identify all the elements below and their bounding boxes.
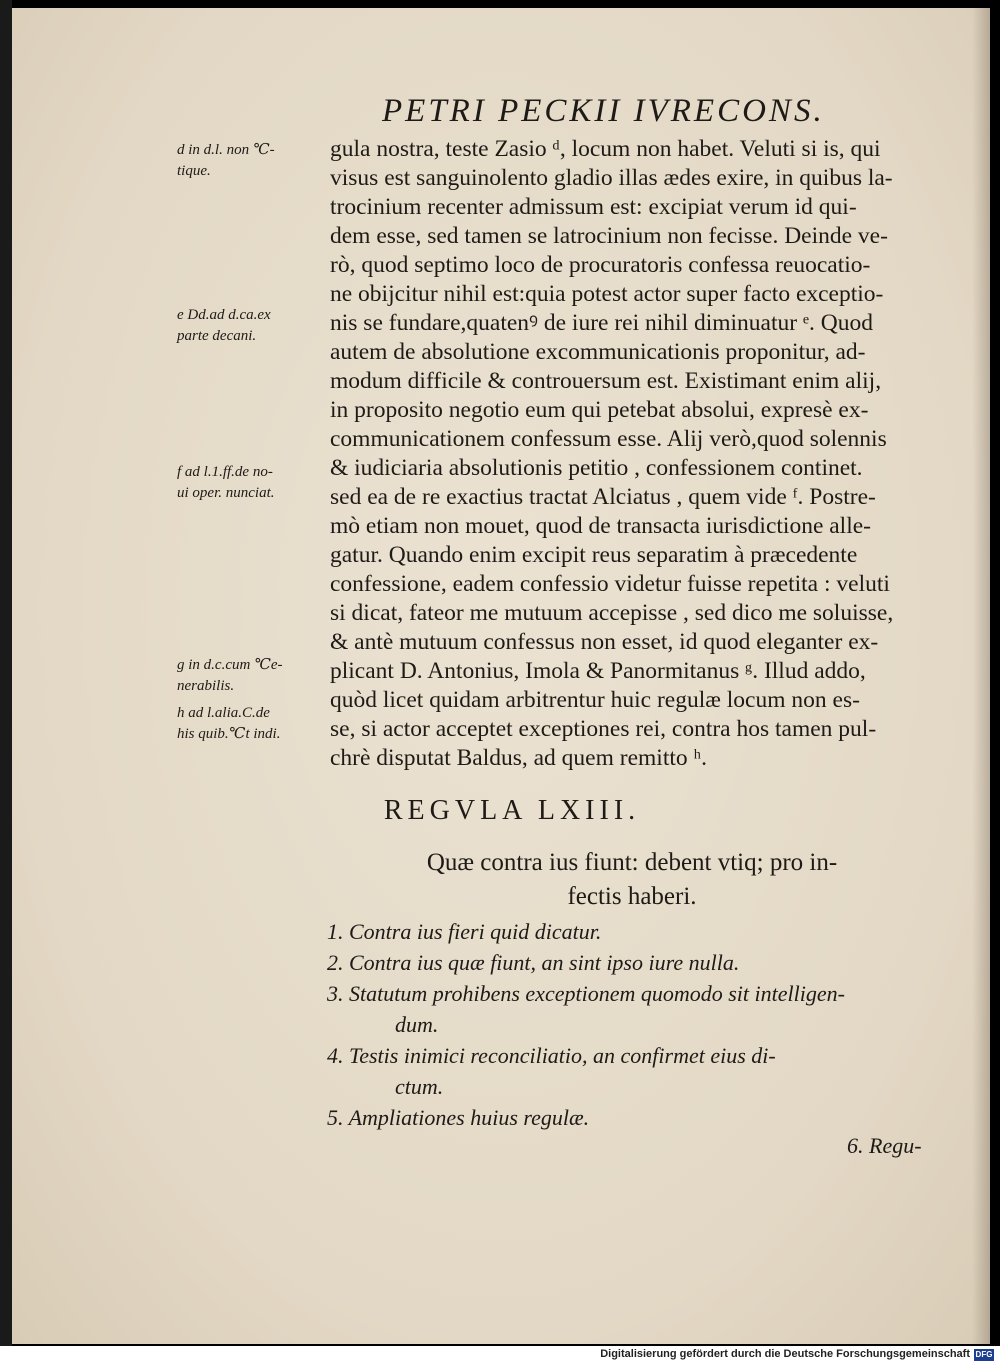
body-line: chrè disputat Baldus, ad quem remitto ʰ.	[330, 745, 707, 771]
margin-note-line: parte decani.	[177, 328, 257, 344]
body-paragraph	[330, 135, 940, 773]
running-head: PETRI PECKII IVRECONS.	[382, 93, 825, 129]
margin-note-e	[177, 305, 337, 347]
body-line: in proposito negotio eum qui petebat absolui, expresè ex-	[330, 397, 869, 423]
body-line: mò etiam non mouet, quod de transacta iurisdictione alle-	[330, 513, 871, 539]
body-line: gula nostra, teste Zasio ᵈ, locum non habet. Veluti si is, qui	[330, 136, 881, 162]
body-line: modum difficile & controuersum est. Existimant enim alij,	[330, 368, 882, 394]
margin-note-h	[177, 703, 337, 745]
margin-note-line: his quib.℃t indi.	[177, 726, 281, 742]
footer-credit: Digitalisierung gefördert durch die Deutsche Forschungsgemeinschaft	[600, 1348, 970, 1360]
margin-note-line: f ad l.1.ff.de no-	[177, 464, 273, 480]
body-line: & antè mutuum confessus non esset, id quod eleganter ex-	[330, 629, 879, 655]
summary-item-continuation: ctum.	[395, 1074, 444, 1099]
catchword: 6. Regu-	[847, 1133, 922, 1158]
body-line: plicant D. Antonius, Imola & Panormitanus ᵍ. Illud addo,	[330, 658, 866, 684]
body-line: gatur. Quando enim excipit reus separatim à præcedente	[330, 542, 858, 568]
margin-note-line: d in d.l. non ℃-	[177, 142, 275, 158]
summary-item-continuation: dum.	[395, 1012, 439, 1037]
body-line: trocinium recenter admissum est: excipiat verum id qui-	[330, 194, 857, 220]
section-heading: REGVLA LXIII.	[383, 795, 641, 826]
margin-note-line: tique.	[177, 163, 211, 179]
summary-item: 1. Contra ius fieri quid dicatur.	[327, 919, 602, 944]
body-line: quòd licet quidam arbitrentur huic regulæ locum non es-	[330, 687, 860, 713]
margin-note-line: h ad l.alia.C.de	[177, 705, 270, 721]
margin-note-line: nerabilis.	[177, 678, 235, 694]
margin-note-d	[177, 140, 337, 182]
margin-note-g	[177, 655, 337, 697]
margin-note-line: e Dd.ad d.ca.ex	[177, 307, 271, 323]
dfg-logo: DFG	[975, 1350, 993, 1359]
margin-note-f	[177, 462, 337, 504]
body-line: sed ea de re exactius tractat Alciatus , quem vide ᶠ. Postre-	[330, 484, 876, 510]
body-line: si dicat, fateor me mutuum accepisse , sed dico me soluisse,	[330, 600, 894, 626]
body-line: ne obijcitur nihil est:quia potest actor super facto exceptio-	[330, 281, 884, 307]
rule-line: fectis haberi.	[567, 883, 697, 910]
book-page	[12, 8, 990, 1344]
body-line: nis se fundare,quatenꝰ de iure rei nihil diminuatur ᵉ. Quod	[330, 310, 873, 336]
body-line: communicationem confessum esse. Alij verò,quod solennis	[330, 426, 887, 452]
margin-note-line: g in d.c.cum ℃e-	[177, 657, 283, 673]
summary-list	[327, 916, 947, 1133]
summary-item: 4. Testis inimici reconciliatio, an confirmet eius di-	[327, 1043, 776, 1068]
rule-statement	[352, 846, 912, 914]
rule-line: Quæ contra ius fiunt: debent vtiq; pro in-	[426, 849, 838, 876]
summary-item: 5. Ampliationes huius regulæ.	[327, 1105, 590, 1130]
summary-item: 3. Statutum prohibens exceptionem quomodo sit intelligen-	[327, 981, 845, 1006]
margin-note-line: ui oper. nunciat.	[177, 485, 275, 501]
digitization-footer	[0, 1346, 1000, 1365]
body-line: autem de absolutione excommunicationis proponitur, ad-	[330, 339, 866, 365]
body-line: visus est sanguinolento gladio illas ædes exire, in quibus la-	[330, 165, 893, 191]
body-line: se, si actor acceptet exceptiones rei, contra hos tamen pul-	[330, 716, 877, 742]
scan-edge	[0, 0, 12, 1348]
summary-item: 2. Contra ius quæ fiunt, an sint ipso iure nulla.	[327, 950, 740, 975]
body-line: rò, quod septimo loco de procuratoris confessa reuocatio-	[330, 252, 871, 278]
body-line: & iudiciaria absolutionis petitio , confessionem continet.	[330, 455, 863, 481]
page-gutter-shadow	[972, 8, 990, 1344]
body-line: dem esse, sed tamen se latrocinium non fecisse. Deinde ve-	[330, 223, 888, 249]
body-line: confessione, eadem confessio videtur fuisse repetita : veluti	[330, 571, 890, 597]
